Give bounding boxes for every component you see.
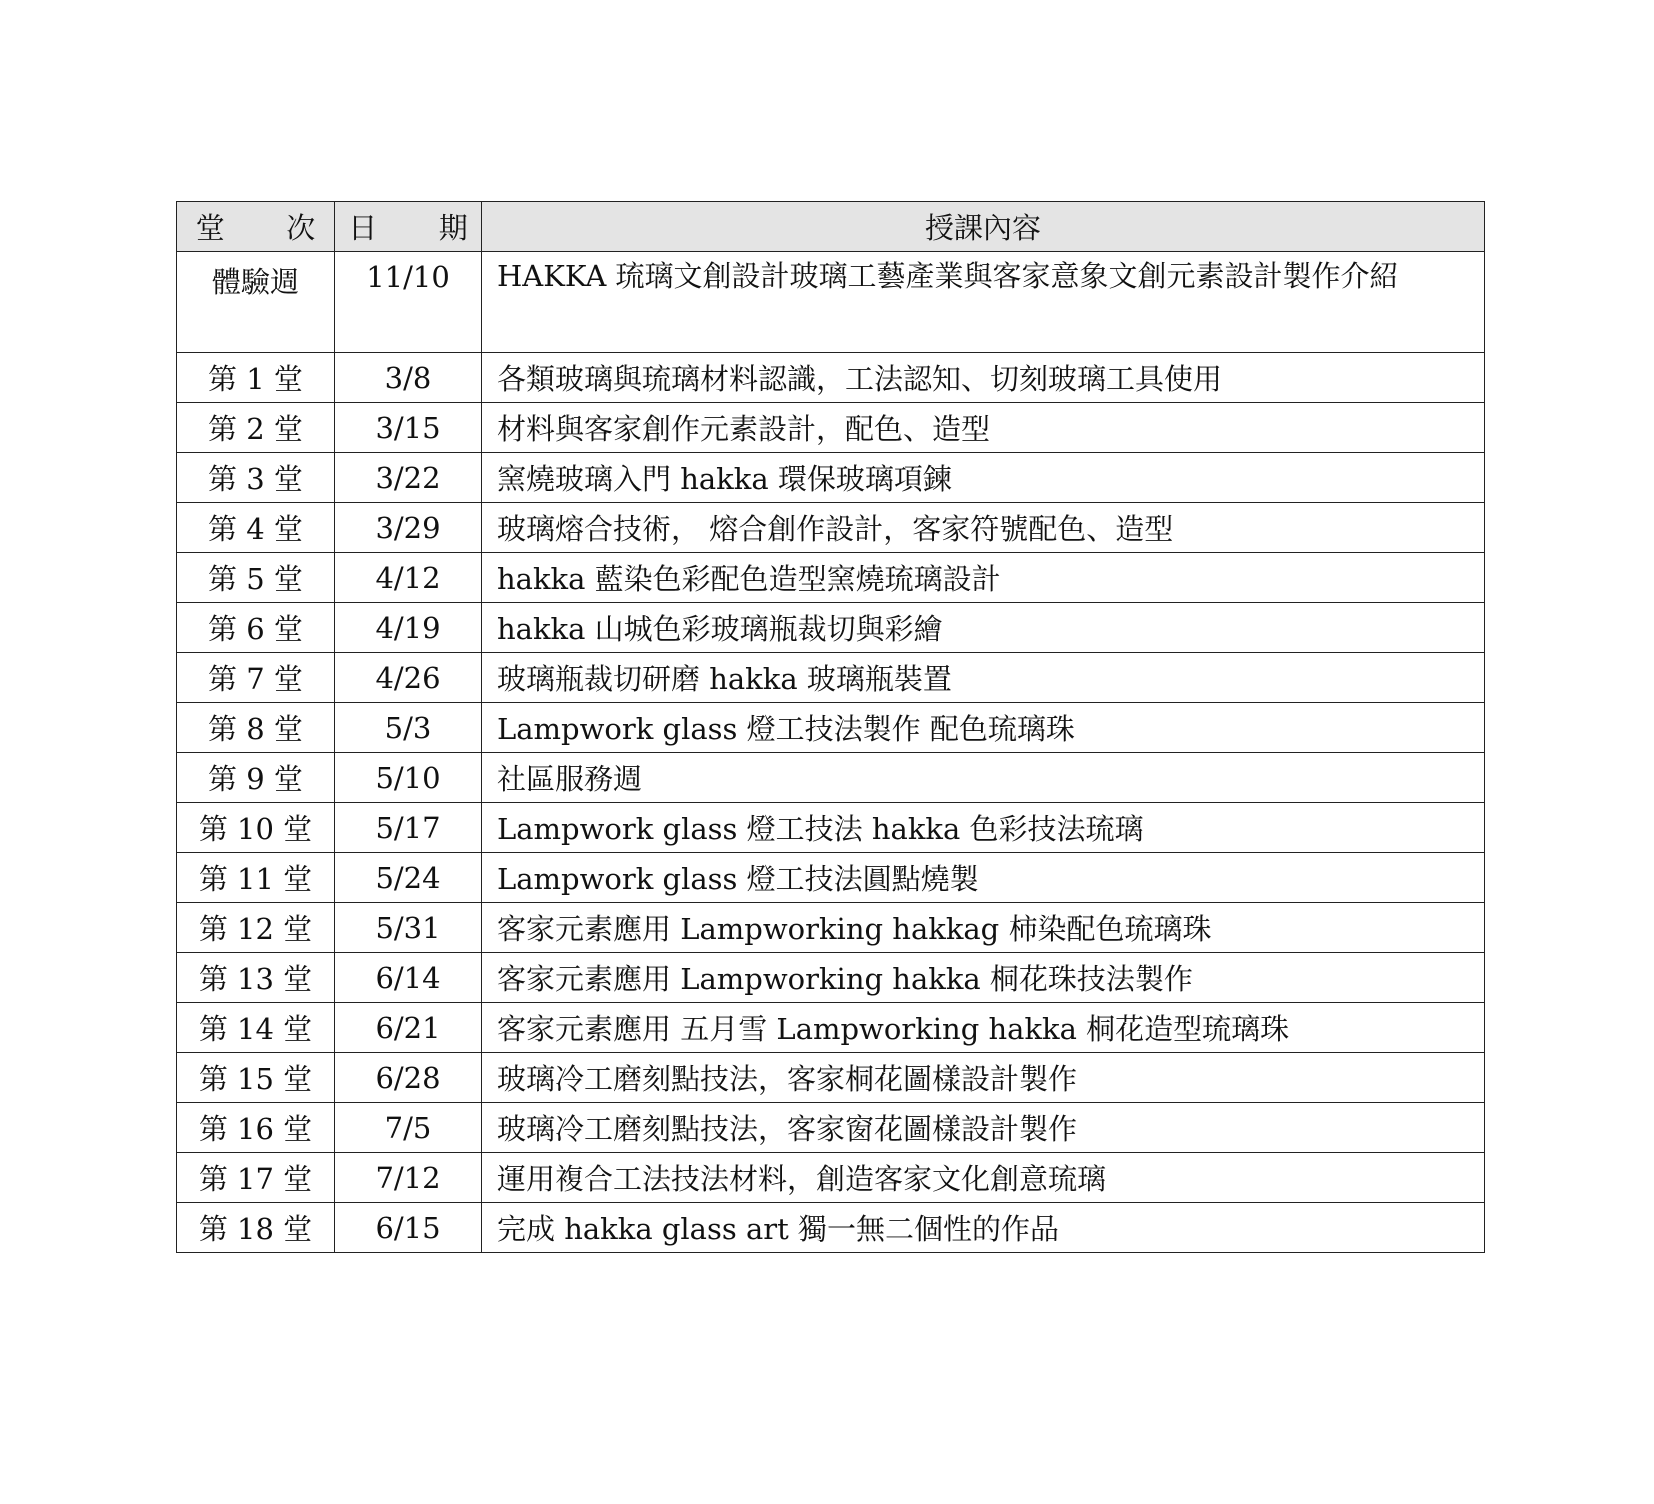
session-cell: 第 6 堂 xyxy=(177,603,335,653)
date-cell: 5/3 xyxy=(335,703,482,753)
date-cell: 4/26 xyxy=(335,653,482,703)
table-row xyxy=(177,252,1485,353)
content-cell: hakka 藍染色彩配色造型窯燒琉璃設計 xyxy=(482,553,1485,603)
session-cell: 體驗週 xyxy=(177,252,335,353)
table-row xyxy=(177,1003,1485,1053)
date-cell: 6/21 xyxy=(335,1003,482,1053)
session-cell: 第 16 堂 xyxy=(177,1103,335,1153)
date-cell: 6/14 xyxy=(335,953,482,1003)
table-row xyxy=(177,653,1485,703)
date-cell: 3/29 xyxy=(335,503,482,553)
session-cell: 第 2 堂 xyxy=(177,403,335,453)
content-cell: 客家元素應用 Lampworking hakkag 柿染配色琉璃珠 xyxy=(482,903,1485,953)
header-date: 日 期 xyxy=(335,202,482,252)
session-cell: 第 12 堂 xyxy=(177,903,335,953)
content-cell: HAKKA 琉璃文創設計玻璃工藝產業與客家意象文創元素設計製作介紹 xyxy=(482,252,1485,353)
header-content: 授課內容 xyxy=(482,202,1485,252)
table-row xyxy=(177,903,1485,953)
table-row xyxy=(177,753,1485,803)
session-cell: 第 11 堂 xyxy=(177,853,335,903)
table-body xyxy=(177,252,1485,1253)
date-cell: 3/22 xyxy=(335,453,482,503)
table-row xyxy=(177,1153,1485,1203)
content-cell: 材料與客家創作元素設計，配色、造型 xyxy=(482,403,1485,453)
session-cell: 第 3 堂 xyxy=(177,453,335,503)
date-cell: 11/10 xyxy=(335,252,482,353)
date-cell: 5/10 xyxy=(335,753,482,803)
content-cell: 玻璃冷工磨刻點技法，客家窗花圖樣設計製作 xyxy=(482,1103,1485,1153)
date-cell: 7/12 xyxy=(335,1153,482,1203)
course-schedule-table xyxy=(176,201,1485,1253)
date-cell: 5/17 xyxy=(335,803,482,853)
date-cell: 5/31 xyxy=(335,903,482,953)
table-row xyxy=(177,503,1485,553)
content-cell: 客家元素應用 Lampworking hakka 桐花珠技法製作 xyxy=(482,953,1485,1003)
session-cell: 第 10 堂 xyxy=(177,803,335,853)
date-cell: 6/28 xyxy=(335,1053,482,1103)
content-cell: 玻璃冷工磨刻點技法，客家桐花圖樣設計製作 xyxy=(482,1053,1485,1103)
session-cell: 第 8 堂 xyxy=(177,703,335,753)
date-cell: 6/15 xyxy=(335,1203,482,1253)
content-cell: 玻璃瓶裁切研磨 hakka 玻璃瓶裝置 xyxy=(482,653,1485,703)
content-cell: 運用複合工法技法材料，創造客家文化創意琉璃 xyxy=(482,1153,1485,1203)
table-row xyxy=(177,853,1485,903)
session-cell: 第 18 堂 xyxy=(177,1203,335,1253)
table-row xyxy=(177,1103,1485,1153)
table-row xyxy=(177,1203,1485,1253)
session-cell: 第 4 堂 xyxy=(177,503,335,553)
date-cell: 4/12 xyxy=(335,553,482,603)
date-cell: 7/5 xyxy=(335,1103,482,1153)
date-cell: 3/8 xyxy=(335,353,482,403)
content-cell: 窯燒玻璃入門 hakka 環保玻璃項鍊 xyxy=(482,453,1485,503)
session-cell: 第 5 堂 xyxy=(177,553,335,603)
session-cell: 第 13 堂 xyxy=(177,953,335,1003)
content-cell: 客家元素應用 五月雪 Lampworking hakka 桐花造型琉璃珠 xyxy=(482,1003,1485,1053)
session-cell: 第 9 堂 xyxy=(177,753,335,803)
date-cell: 5/24 xyxy=(335,853,482,903)
content-cell: 社區服務週 xyxy=(482,753,1485,803)
table-row xyxy=(177,553,1485,603)
content-cell: 完成 hakka glass art 獨一無二個性的作品 xyxy=(482,1203,1485,1253)
table-row xyxy=(177,403,1485,453)
session-cell: 第 1 堂 xyxy=(177,353,335,403)
header-session: 堂 次 xyxy=(177,202,335,252)
content-cell: Lampwork glass 燈工技法 hakka 色彩技法琉璃 xyxy=(482,803,1485,853)
table-row xyxy=(177,353,1485,403)
session-cell: 第 14 堂 xyxy=(177,1003,335,1053)
table-row xyxy=(177,703,1485,753)
content-cell: Lampwork glass 燈工技法製作 配色琉璃珠 xyxy=(482,703,1485,753)
session-cell: 第 7 堂 xyxy=(177,653,335,703)
table-row xyxy=(177,803,1485,853)
content-cell: 玻璃熔合技術， 熔合創作設計，客家符號配色、造型 xyxy=(482,503,1485,553)
table-row xyxy=(177,453,1485,503)
content-cell: Lampwork glass 燈工技法圓點燒製 xyxy=(482,853,1485,903)
table-row xyxy=(177,1053,1485,1103)
header-row xyxy=(177,202,1485,252)
session-cell: 第 15 堂 xyxy=(177,1053,335,1103)
table-row xyxy=(177,603,1485,653)
content-cell: hakka 山城色彩玻璃瓶裁切與彩繪 xyxy=(482,603,1485,653)
table-header xyxy=(177,202,1485,252)
date-cell: 3/15 xyxy=(335,403,482,453)
session-cell: 第 17 堂 xyxy=(177,1153,335,1203)
table-row xyxy=(177,953,1485,1003)
content-cell: 各類玻璃與琉璃材料認識，工法認知、切刻玻璃工具使用 xyxy=(482,353,1485,403)
date-cell: 4/19 xyxy=(335,603,482,653)
